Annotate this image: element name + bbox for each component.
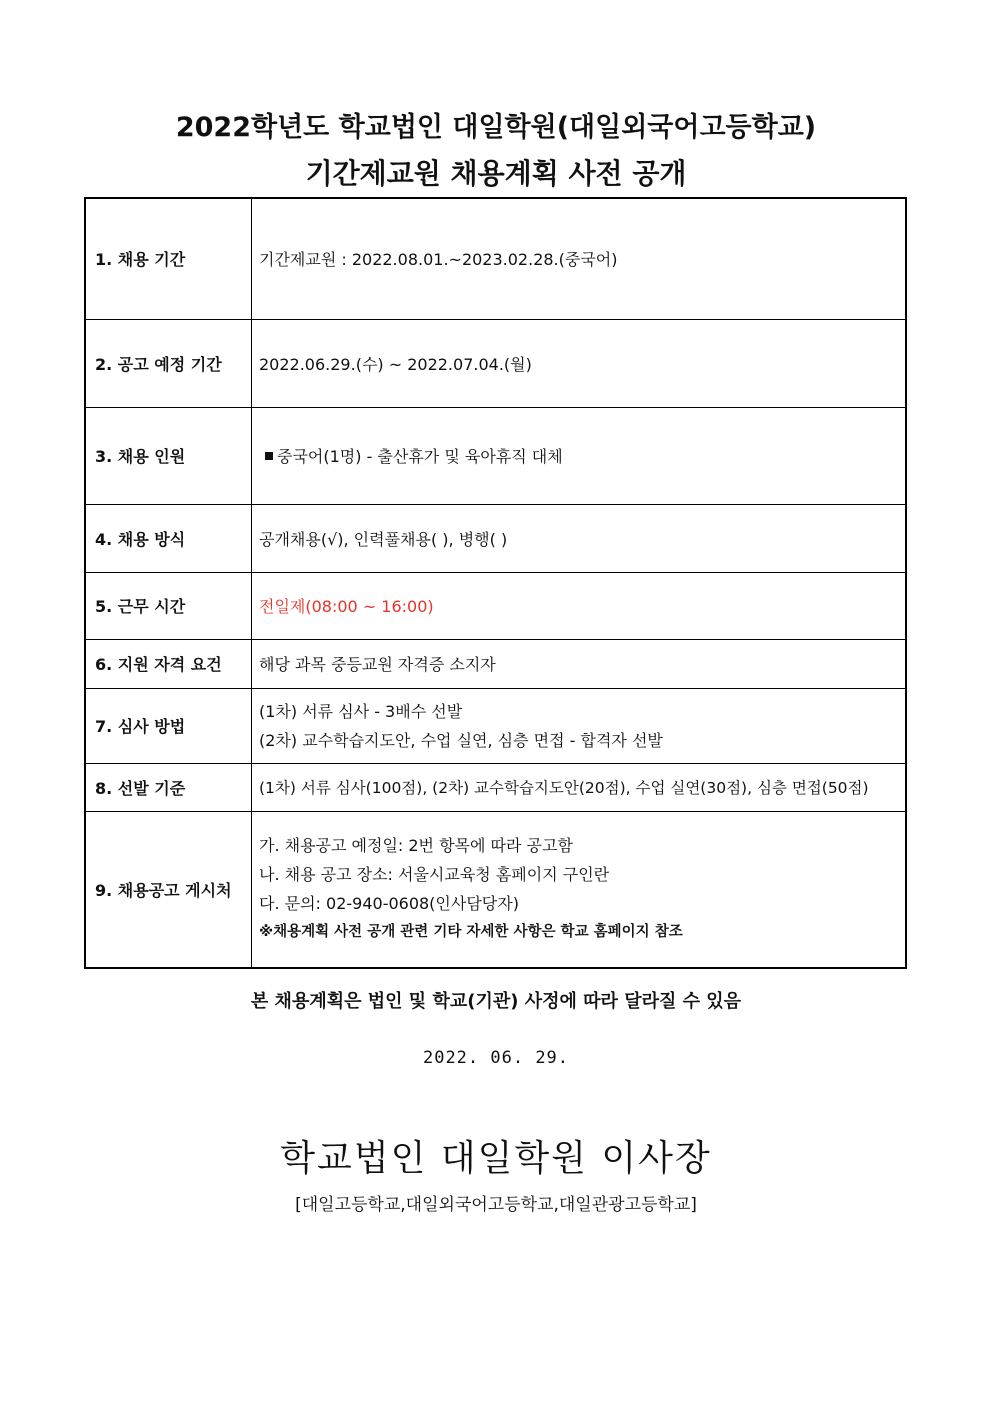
table-row: [85, 407, 906, 504]
row-value: (1차) 서류 심사(100점), (2차) 교수학습지도안(20점), 수업 실연(30점), 심층 면접(50점): [252, 763, 907, 811]
recruitment-plan-table: [84, 197, 907, 969]
row-value: 해당 과목 중등교원 자격증 소지자: [252, 639, 907, 688]
row-label: 4. 채용 방식: [85, 504, 252, 572]
row-line: 가. 채용공고 예정일: 2번 항목에 따라 공고함: [259, 836, 573, 856]
signature-title: 학교법인 대일학원 이사장: [280, 1138, 712, 1179]
school-list: [대일고등학교,대일외국어고등학교,대일관광고등학교]: [295, 1195, 697, 1215]
row-note: ※채용계획 사전 공개 관련 기타 자세한 사항은 학교 홈페이지 참조: [259, 924, 683, 941]
table-row: [85, 811, 906, 968]
notice-text: 본 채용계획은 법인 및 학교(기관) 사정에 따라 달라질 수 있음: [250, 991, 742, 1012]
document-date: 2022. 06. 29.: [422, 1048, 570, 1068]
row-label: 5. 근무 시간: [85, 572, 252, 639]
row-value: 공개채용(√), 인력풀채용( ), 병행( ): [252, 504, 907, 572]
row-value: 기간제교원 : 2022.08.01.~2023.02.28.(중국어): [252, 198, 907, 319]
row-label: 8. 선발 기준: [85, 763, 252, 811]
table-row: [85, 504, 906, 572]
row-line: 다. 문의: 02-940-0608(인사담당자): [259, 894, 519, 914]
document-subtitle: 기간제교원 채용계획 사전 공개: [305, 157, 687, 190]
table-row: [85, 688, 906, 763]
row-line: 나. 채용 공고 장소: 서울시교육청 홈페이지 구인란: [259, 865, 610, 885]
row-label: 6. 지원 자격 요건: [85, 639, 252, 688]
row-label: 9. 채용공고 게시처: [85, 811, 252, 968]
row-line: (2차) 교수학습지도안, 수업 실연, 심층 면접 - 합격자 선발: [259, 730, 663, 750]
row-value: 2022.06.29.(수) ~ 2022.07.04.(월): [252, 319, 907, 407]
row-value: 중국어(1명) - 출산휴가 및 육아휴직 대체: [277, 447, 563, 466]
document-title: 2022학년도 학교법인 대일학원(대일외국어고등학교): [175, 112, 817, 143]
table-row: [85, 763, 906, 811]
table-row: [85, 198, 906, 319]
row-label: 2. 공고 예정 기간: [85, 319, 252, 407]
table-row: [85, 319, 906, 407]
work-hours-value: 전일제(08:00 ~ 16:00): [252, 572, 907, 639]
row-label: 7. 심사 방법: [85, 688, 252, 763]
table-row: [85, 572, 906, 639]
square-bullet-icon: [265, 452, 273, 460]
row-label: 3. 채용 인원: [85, 407, 252, 504]
row-line: (1차) 서류 심사 - 3배수 선발: [259, 701, 463, 721]
table-row: [85, 639, 906, 688]
row-label: 1. 채용 기간: [85, 198, 252, 319]
